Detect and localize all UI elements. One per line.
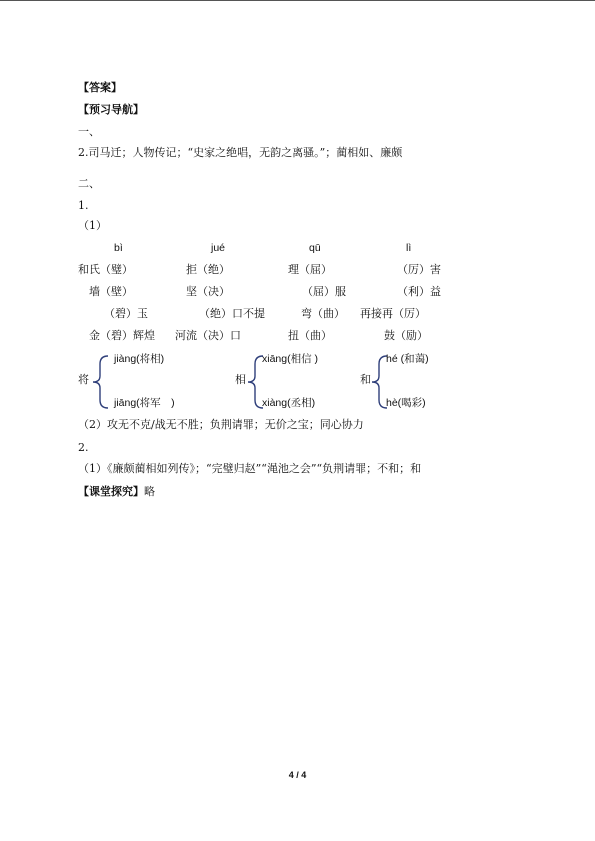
grid-cell: 河流（决）口 bbox=[175, 329, 241, 342]
grid-cell: （绝）口不提 bbox=[199, 307, 265, 320]
polyphone-top: hé (和蔼) bbox=[386, 353, 429, 365]
pinyin-3: qū bbox=[309, 242, 321, 254]
grid-cell: 和氏（璧） bbox=[78, 263, 133, 276]
polyphone-char: 和 bbox=[360, 373, 371, 386]
part2-label: 二、 bbox=[78, 177, 100, 190]
header-rule bbox=[0, 0, 595, 1]
polyphone-bottom: jiāng(将军 ) bbox=[114, 397, 175, 409]
explore-heading: 【课堂探究】 bbox=[78, 485, 144, 498]
grid-cell: 坚（决） bbox=[186, 285, 230, 298]
explore-text: 略 bbox=[144, 485, 155, 498]
pinyin-4: lì bbox=[406, 242, 412, 254]
polyphone-top: jiàng(将相) bbox=[114, 353, 165, 365]
grid-cell: 拒（绝） bbox=[186, 263, 230, 276]
grid-cell: 金（碧）辉煌 bbox=[89, 329, 155, 342]
item1-label: 1. bbox=[78, 199, 89, 212]
grid-cell: 鼓（励） bbox=[384, 329, 428, 342]
item2-sub1-line: （1）《廉颇蔺相如列传》；“完璧归赵”“渑池之会”“负荆请罪；不和；和 bbox=[78, 462, 422, 475]
grid-cell: 墙（壁） bbox=[89, 285, 133, 298]
explore-line bbox=[78, 485, 155, 499]
polyphone-char: 将 bbox=[78, 373, 89, 386]
pinyin-1: bì bbox=[114, 242, 123, 254]
polyphone-top: xiāng(相信 ) bbox=[262, 353, 319, 365]
grid-cell: 再接再（厉） bbox=[360, 307, 426, 320]
preview-heading: 【预习导航】 bbox=[78, 103, 144, 116]
polyphone-char: 相 bbox=[235, 373, 246, 386]
grid-cell: （厉）害 bbox=[397, 263, 441, 276]
page-number: 4 / 4 bbox=[288, 770, 307, 780]
grid-cell: （利）益 bbox=[397, 285, 441, 298]
grid-cell: 弯（曲） bbox=[301, 307, 345, 320]
polyphone-bottom: xiàng(丞相) bbox=[262, 397, 316, 409]
grid-cell: （屈）服 bbox=[302, 285, 346, 298]
item2-line: 2.司马迁；人物传记；“史家之绝唱，无韵之离骚。”；蔺相如、廉颇 bbox=[78, 146, 403, 159]
item2-label: 2. bbox=[78, 441, 89, 454]
sub2-line: （2）攻无不克/战无不胜；负荆请罪；无价之宝；同心协力 bbox=[78, 418, 364, 431]
grid-cell: （碧）玉 bbox=[104, 307, 148, 320]
part1-label: 一、 bbox=[78, 125, 100, 138]
answer-heading: 【答案】 bbox=[78, 81, 122, 94]
sub1-label: （1） bbox=[78, 219, 107, 232]
brace-icon bbox=[91, 354, 111, 410]
pinyin-2: jué bbox=[211, 242, 226, 254]
polyphone-bottom: hè(喝彩) bbox=[386, 397, 426, 409]
grid-cell: 理（屈） bbox=[288, 263, 332, 276]
grid-cell: 扭（曲） bbox=[288, 329, 332, 342]
